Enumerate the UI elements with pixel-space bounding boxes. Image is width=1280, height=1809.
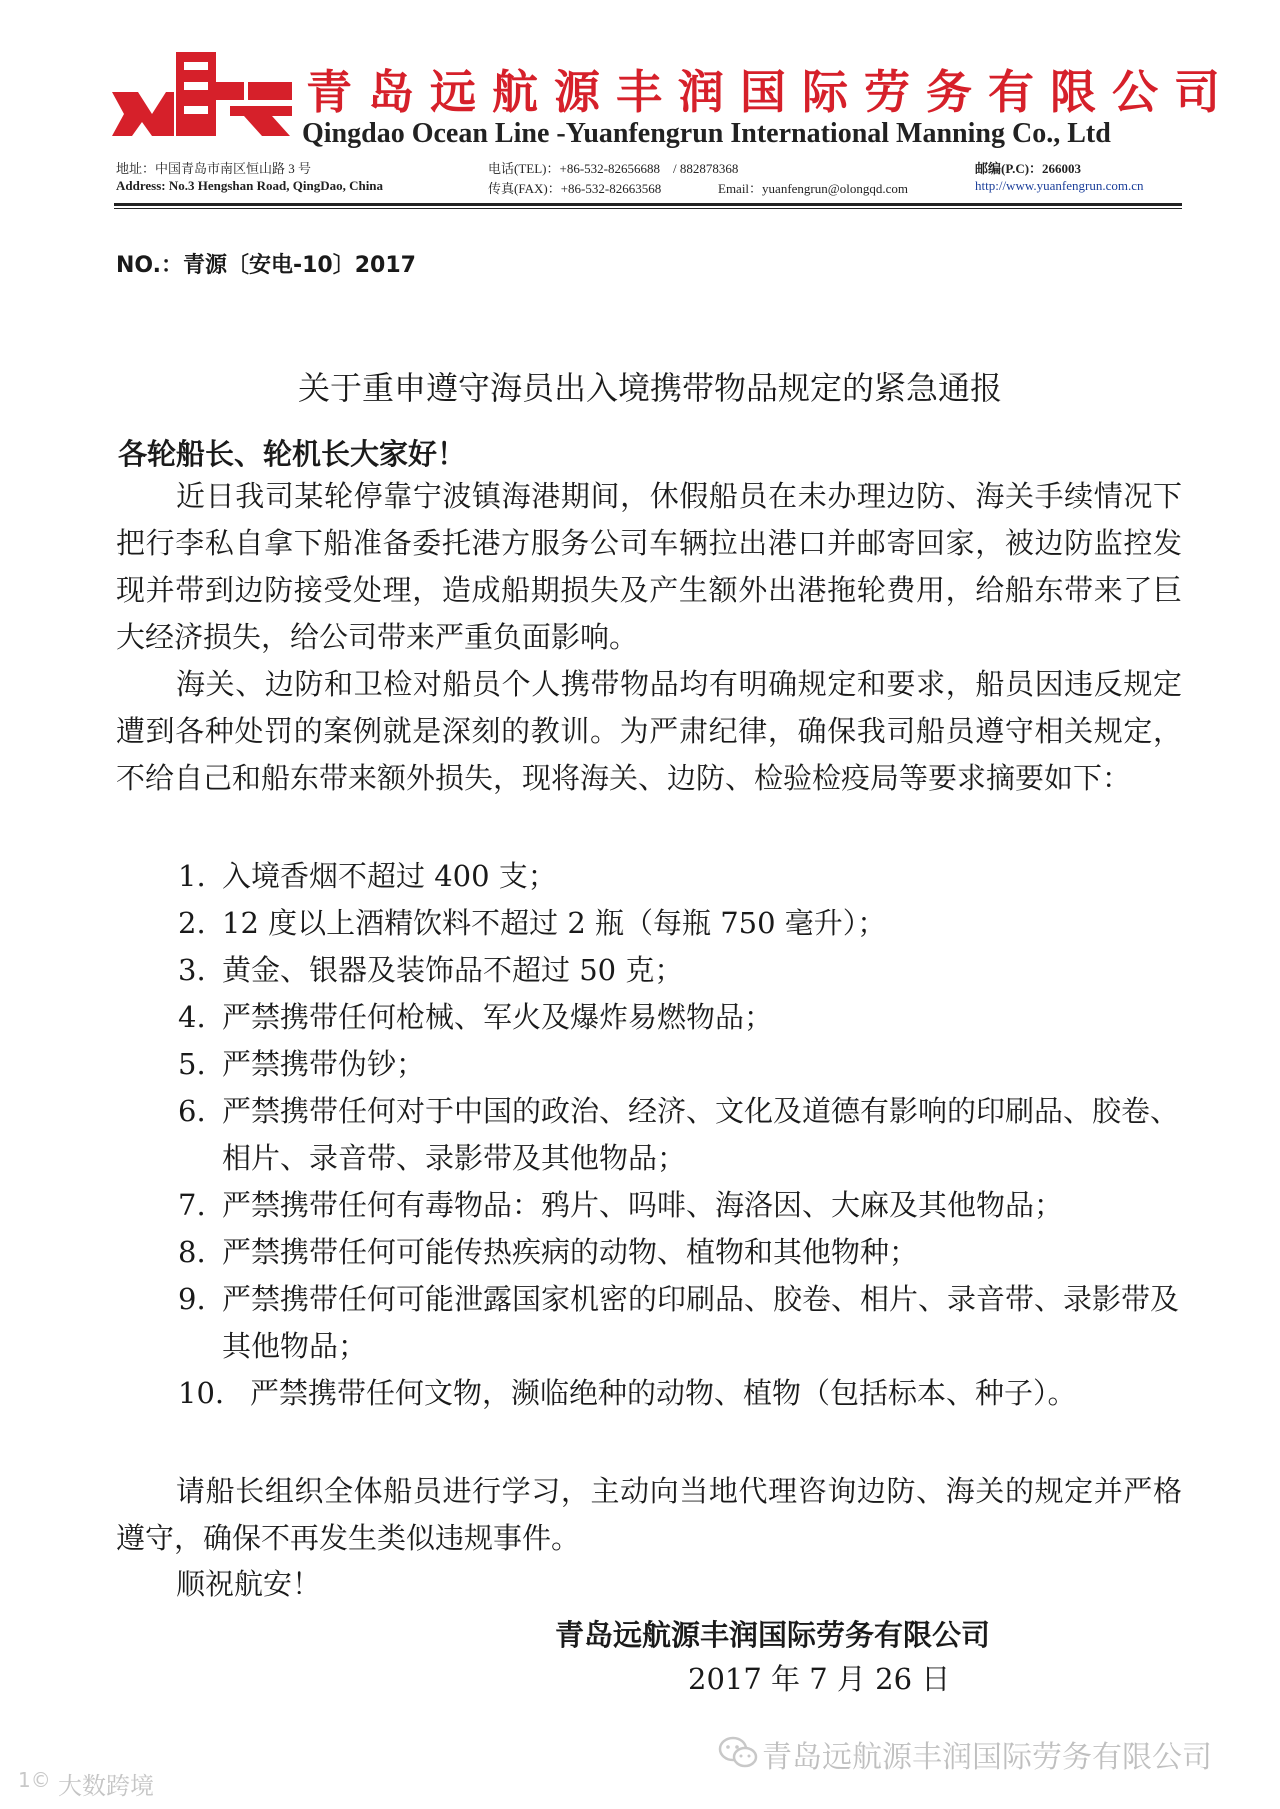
rule-item <box>170 900 1200 947</box>
rule-text: 严禁携带任何对于中国的政治、经济、文化及道德有影响的印刷品、胶卷、相片、录音带、录影带及其他物品； <box>222 1094 1180 1175</box>
paragraph-incident: 近日我司某轮停靠宁波镇海港期间，休假船员在未办理边防、海关手续情况下把行李私自拿下船准备委托港方服务公司车辆拉出港口并邮寄回家，被边防监控发现并带到边防接受处理，造成船期损失及产生额外出港拖轮费用，给船东带来了巨大经济损失，给公司带来严重负面影响。 <box>116 479 1182 654</box>
rule-number: 7. <box>178 1188 206 1222</box>
rule-number: 1. <box>178 859 206 893</box>
rule-item <box>170 853 1200 900</box>
email[interactable]: Email：yuanfengrun@olongqd.com <box>718 181 908 196</box>
document-number: NO.：青源〔安电-10〕2017 <box>116 253 416 278</box>
wechat-account-name: 青岛远航源丰润国际劳务有限公司 <box>762 1740 1212 1775</box>
rule-text: 入境香烟不超过 400 支； <box>222 859 557 893</box>
rule-item <box>170 994 1200 1041</box>
fax: 传真(FAX)：+86-532-82663568 <box>488 181 662 196</box>
postcode <box>975 158 1081 177</box>
website-link[interactable]: http://www.yuanfengrun.com.cn <box>975 178 1144 193</box>
address-en <box>116 178 383 194</box>
rule-item <box>170 1229 1200 1276</box>
svg-text:1©: 1© <box>18 1768 51 1792</box>
rule-item <box>170 1041 1200 1088</box>
rule-number: 8. <box>178 1235 206 1269</box>
rule-text: 严禁携带任何有毒物品：鸦片、吗啡、海洛因、大麻及其他物品； <box>222 1188 1064 1222</box>
rule-number: 10. <box>178 1376 225 1410</box>
header-rule-thin <box>114 208 1182 209</box>
paragraph-instruction: 请船长组织全体船员进行学习，主动向当地代理咨询边防、海关的规定并严格遵守，确保不再发生类似违规事件。 <box>116 1474 1182 1555</box>
paragraph-requirements: 海关、边防和卫检对船员个人携带物品均有明确规定和要求，船员因违反规定遭到各种处罚的案例就是深刻的教训。为严肃纪律，确保我司船员遵守相关规定，不给自己和船东带来额外损失，现将海关、边防、检验检疫局等要求摘要如下： <box>116 667 1182 795</box>
rule-number: 4. <box>178 1000 206 1034</box>
wechat-icon <box>718 1736 758 1770</box>
rule-item <box>170 947 1200 994</box>
rules-list <box>170 853 1200 1417</box>
company-name-cn: 青岛远航源丰润国际劳务有限公司 <box>306 65 1236 119</box>
watermark-text: 大数跨境 <box>58 1772 154 1800</box>
address-en-text: Address: No.3 Hengshan Road, QingDao, China <box>116 178 384 193</box>
rule-text: 严禁携带任何枪械、军火及爆炸易燃物品； <box>222 1000 774 1034</box>
rule-item <box>170 1088 1200 1182</box>
rule-number: 2. <box>178 906 206 940</box>
rule-number: 3. <box>178 953 206 987</box>
rule-number: 6. <box>178 1094 206 1128</box>
company-name-en: Qingdao Ocean Line -Yuanfengrun International Manning Co., Ltd <box>302 118 1111 149</box>
header-rule <box>114 203 1182 206</box>
rule-text: 严禁携带任何可能泄露国家机密的印刷品、胶卷、相片、录音带、录影带及其他物品； <box>222 1282 1180 1363</box>
telephone: 电话(TEL)：+86-532-82656688 / 882878368 <box>488 161 739 176</box>
rule-item <box>170 1370 1200 1417</box>
rule-text: 严禁携带任何可能传热疾病的动物、植物和其他物种； <box>222 1235 919 1269</box>
address-cn: 地址：中国青岛市南区恒山路 3 号 <box>116 161 312 176</box>
watermark-logo-icon <box>18 1765 54 1793</box>
rule-text: 严禁携带伪钞； <box>222 1047 426 1081</box>
rule-item <box>170 1182 1200 1229</box>
rule-text: 12 度以上酒精饮料不超过 2 瓶（每瓶 750 毫升）； <box>222 906 887 940</box>
signature-company: 青岛远航源丰润国际劳务有限公司 <box>555 1618 991 1652</box>
closing-salutation: 顺祝航安！ <box>176 1567 322 1601</box>
document-title: 关于重申遵守海员出入境携带物品规定的紧急通报 <box>297 369 1002 407</box>
company-logo <box>112 52 292 136</box>
rule-item <box>170 1276 1200 1370</box>
signature-date: 2017 年 7 月 26 日 <box>688 1662 951 1696</box>
rule-number: 9. <box>178 1282 206 1316</box>
rule-number: 5. <box>178 1047 206 1081</box>
greeting: 各轮船长、轮机长大家好！ <box>118 437 467 471</box>
rule-text: 严禁携带任何文物，濒临绝种的动物、植物（包括标本、种子）。 <box>250 1376 1077 1410</box>
rule-text: 黄金、银器及装饰品不超过 50 克； <box>222 953 684 987</box>
postcode-text: 邮编(P.C)：266003 <box>975 161 1082 176</box>
